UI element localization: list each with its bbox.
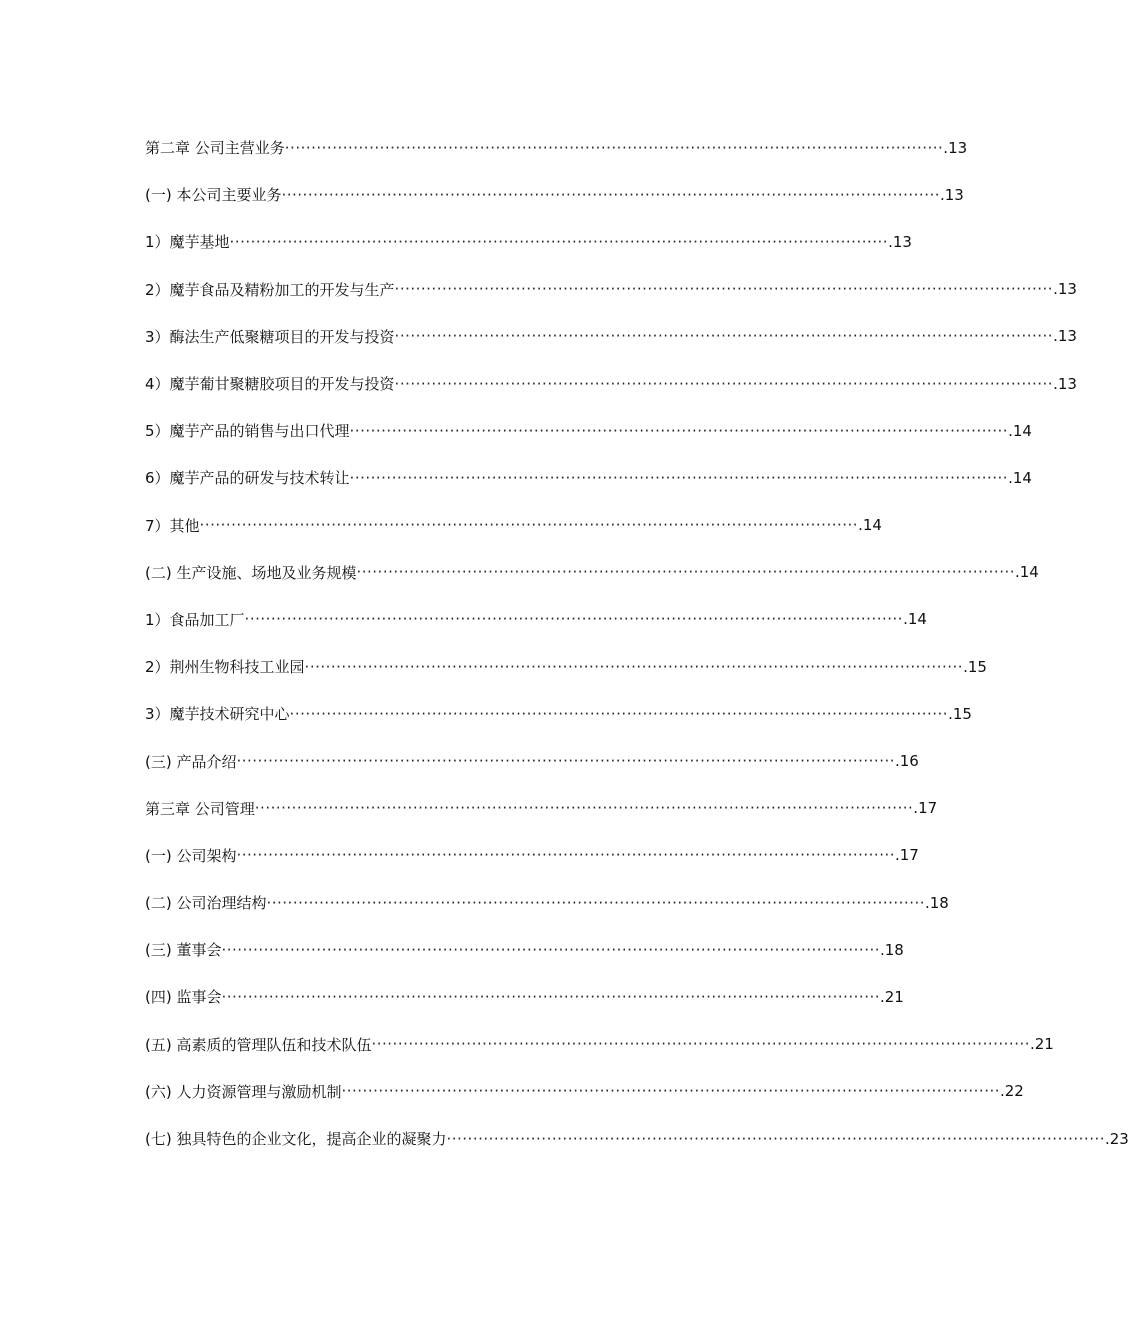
toc-entry-label: (四) 监事会 bbox=[145, 988, 222, 1007]
toc-entry-label: 3）魔芋技术研究中心 bbox=[145, 705, 290, 724]
toc-entry[interactable] bbox=[145, 266, 1077, 313]
toc-entry[interactable] bbox=[145, 879, 949, 926]
toc-entry-page: .15 bbox=[963, 657, 987, 676]
toc-entry-page: .21 bbox=[880, 987, 904, 1006]
dot-leader: ····························································································································· bbox=[371, 1035, 1030, 1054]
toc-entry-page: .13 bbox=[1053, 374, 1077, 393]
toc-entry-label: (五) 高素质的管理队伍和技术队伍 bbox=[145, 1035, 372, 1054]
toc-entry[interactable] bbox=[145, 737, 919, 784]
dot-leader: ····························································································································· bbox=[394, 374, 1054, 393]
toc-entry-label: (六) 人力资源管理与激励机制 bbox=[145, 1082, 342, 1101]
toc-entry-page: .13 bbox=[1053, 327, 1077, 346]
dot-leader: ····························································································································· bbox=[356, 563, 1015, 582]
toc-entry[interactable] bbox=[145, 973, 904, 1020]
toc-entry-label: 7）其他 bbox=[145, 516, 200, 535]
toc-entry-label: 4）魔芋葡甘聚糖胶项目的开发与投资 bbox=[145, 375, 395, 394]
toc-entry-label: 2）魔芋食品及精粉加工的开发与生产 bbox=[145, 280, 395, 299]
toc-entry[interactable] bbox=[145, 454, 1032, 501]
toc-entry[interactable] bbox=[145, 407, 1032, 454]
toc-entry-label: (二) 生产设施、场地及业务规模 bbox=[145, 563, 357, 582]
toc-entry-page: .14 bbox=[1008, 421, 1032, 440]
dot-leader: ····························································································································· bbox=[244, 610, 904, 629]
toc-entry-page: .14 bbox=[1015, 563, 1039, 582]
toc-entry[interactable] bbox=[145, 171, 964, 218]
toc-entry-page: .23 bbox=[1105, 1129, 1129, 1148]
toc-entry-page: .14 bbox=[903, 610, 927, 629]
toc-entry-page: .14 bbox=[1008, 468, 1032, 487]
toc-entry-page: .14 bbox=[858, 516, 882, 535]
dot-leader: ····························································································································· bbox=[394, 327, 1054, 346]
toc-entry-label: (一) 本公司主要业务 bbox=[145, 186, 282, 205]
toc-entry-page: .22 bbox=[1000, 1082, 1024, 1101]
toc-entry[interactable] bbox=[145, 1021, 1054, 1068]
toc-entry[interactable] bbox=[145, 1068, 1024, 1115]
toc-entry[interactable] bbox=[145, 785, 938, 832]
toc-entry-label: (三) 董事会 bbox=[145, 941, 222, 960]
toc-entry-label: 5）魔芋产品的销售与出口代理 bbox=[145, 422, 350, 441]
toc-entry[interactable] bbox=[145, 549, 1039, 596]
toc-entry-label: (二) 公司治理结构 bbox=[145, 894, 267, 913]
dot-leader: ····························································································································· bbox=[446, 1129, 1105, 1148]
dot-leader: ····························································································································· bbox=[289, 704, 949, 723]
dot-leader: ····························································································································· bbox=[349, 468, 1009, 487]
toc-entry[interactable] bbox=[145, 1115, 1129, 1162]
toc-entry[interactable] bbox=[145, 124, 968, 171]
toc-entry-label: 1）魔芋基地 bbox=[145, 233, 230, 252]
toc-entry[interactable] bbox=[145, 926, 904, 973]
dot-leader: ····························································································································· bbox=[221, 987, 880, 1006]
toc-entry-label: (三) 产品介绍 bbox=[145, 752, 237, 771]
dot-leader: ····························································································································· bbox=[199, 516, 859, 535]
toc-entry[interactable] bbox=[145, 502, 882, 549]
toc-entry-page: .13 bbox=[940, 185, 964, 204]
toc-entry-page: .13 bbox=[943, 138, 968, 157]
toc-entry-page: .15 bbox=[948, 704, 972, 723]
toc-entry[interactable] bbox=[145, 596, 927, 643]
toc-entry-label: 第二章 公司主营业务 bbox=[145, 139, 285, 158]
dot-leader: ····························································································································· bbox=[304, 657, 964, 676]
toc-entry-page: .13 bbox=[888, 232, 912, 251]
toc-entry-label: 2）荆州生物科技工业园 bbox=[145, 658, 305, 677]
dot-leader: ····························································································································· bbox=[254, 799, 914, 818]
toc-entry-page: .17 bbox=[895, 846, 919, 865]
toc-entry[interactable] bbox=[145, 360, 1077, 407]
dot-leader: ····························································································································· bbox=[349, 421, 1009, 440]
toc-entry-label: 1）食品加工厂 bbox=[145, 610, 245, 629]
dot-leader: ····························································································································· bbox=[284, 138, 944, 157]
dot-leader: ····························································································································· bbox=[341, 1082, 1000, 1101]
toc-entry[interactable] bbox=[145, 313, 1077, 360]
table-of-contents bbox=[145, 124, 1129, 1162]
dot-leader: ····························································································································· bbox=[221, 940, 880, 959]
dot-leader: ····························································································································· bbox=[266, 893, 925, 912]
toc-entry-label: 第三章 公司管理 bbox=[145, 799, 255, 818]
dot-leader: ····························································································································· bbox=[281, 185, 940, 204]
toc-entry-page: .21 bbox=[1030, 1035, 1054, 1054]
toc-entry-page: .18 bbox=[925, 893, 949, 912]
dot-leader: ····························································································································· bbox=[236, 752, 895, 771]
dot-leader: ····························································································································· bbox=[394, 280, 1054, 299]
toc-entry[interactable] bbox=[145, 643, 987, 690]
toc-entry-page: .13 bbox=[1053, 280, 1077, 299]
toc-entry-page: .16 bbox=[895, 752, 919, 771]
dot-leader: ····························································································································· bbox=[229, 232, 889, 251]
toc-entry-label: 6）魔芋产品的研发与技术转让 bbox=[145, 469, 350, 488]
toc-entry[interactable] bbox=[145, 218, 912, 265]
toc-entry-label: (七) 独具特色的企业文化，提高企业的凝聚力 bbox=[145, 1130, 447, 1149]
toc-entry-label: (一) 公司架构 bbox=[145, 846, 237, 865]
dot-leader: ····························································································································· bbox=[236, 846, 895, 865]
toc-entry-page: .18 bbox=[880, 940, 904, 959]
toc-entry[interactable] bbox=[145, 832, 919, 879]
toc-entry[interactable] bbox=[145, 690, 972, 737]
toc-entry-label: 3）酶法生产低聚糖项目的开发与投资 bbox=[145, 327, 395, 346]
toc-entry-page: .17 bbox=[913, 799, 938, 818]
